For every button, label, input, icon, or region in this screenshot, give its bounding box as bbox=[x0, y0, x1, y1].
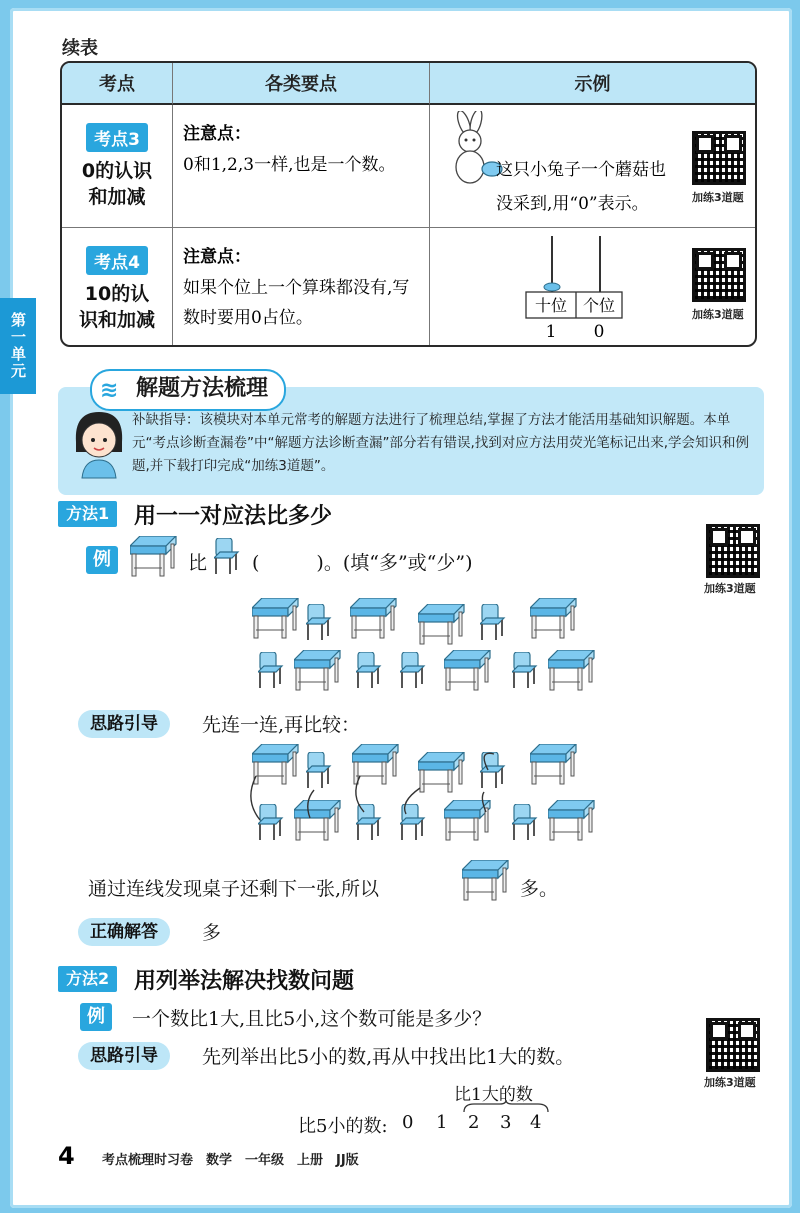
qr-code[interactable] bbox=[706, 524, 760, 578]
desk-icon bbox=[462, 860, 514, 904]
key-points-table bbox=[60, 61, 757, 347]
method-2-badge: 方法2 bbox=[58, 966, 117, 992]
note-body: 0和1,2,3一样,也是一个数。 bbox=[183, 155, 396, 175]
chair bbox=[306, 604, 336, 644]
kaodian-4-badge: 考点4 bbox=[86, 246, 148, 275]
note-title: 注意点： bbox=[183, 247, 251, 267]
continued-label: 续表 bbox=[62, 38, 98, 59]
kaodian-4-name-line1: 10的认 bbox=[84, 283, 150, 305]
header-kaodian: 考点 bbox=[62, 63, 172, 105]
abacus-digit-tens: 1 bbox=[545, 322, 557, 342]
conclusion-text: 通过连线发现桌子还剩下一张,所以 bbox=[88, 878, 380, 900]
page-number: 4 bbox=[58, 1142, 75, 1170]
chair-icon bbox=[214, 538, 244, 578]
footer-text: 考点梳理时习卷 数学 一年级 上册 JJ版 bbox=[102, 1153, 359, 1168]
chair bbox=[512, 652, 542, 692]
kaodian-4-example bbox=[429, 227, 755, 345]
kaodian-3-name-line2: 和加减 bbox=[88, 186, 146, 208]
desk bbox=[548, 650, 600, 694]
qr-code[interactable] bbox=[692, 248, 746, 302]
note-title: 注意点： bbox=[183, 124, 251, 144]
hint-label: 思路引导 bbox=[78, 1042, 170, 1070]
header-points: 各类要点 bbox=[172, 63, 429, 105]
kaodian-3-example bbox=[429, 105, 755, 227]
desk bbox=[350, 598, 402, 642]
number-3: 3 bbox=[500, 1112, 512, 1133]
kaodian-3-name-line1: 0的认识 bbox=[81, 160, 153, 182]
kaodian-4-name-line2: 识和加减 bbox=[78, 309, 155, 331]
qr-label: 加练3道题 bbox=[692, 191, 744, 204]
desk-icon bbox=[130, 536, 180, 578]
abacus-label-tens: 十位 bbox=[534, 296, 568, 315]
example-badge: 例 bbox=[86, 546, 118, 574]
qr-code[interactable] bbox=[706, 1018, 760, 1072]
abacus-label-ones: 个位 bbox=[582, 296, 616, 315]
desk bbox=[444, 650, 496, 694]
example-question: ( )。(填“多”或“少”) bbox=[252, 552, 473, 574]
method-1-title: 用一一对应法比多少 bbox=[134, 504, 333, 529]
example-badge: 例 bbox=[80, 1003, 112, 1031]
girl-avatar-icon bbox=[70, 408, 128, 480]
brace-label: 比1大的数 bbox=[454, 1085, 533, 1105]
qr-label: 加练3道题 bbox=[704, 1076, 756, 1089]
unit-side-tab: 第一单元 bbox=[0, 298, 36, 394]
desk bbox=[418, 604, 470, 648]
kaodian-3-badge: 考点3 bbox=[86, 123, 148, 152]
method-2-title: 用列举法解决找数问题 bbox=[134, 969, 355, 994]
example-compare-word: 比 bbox=[188, 552, 208, 574]
abacus-digit-ones: 0 bbox=[593, 322, 605, 342]
kaodian-3-notes bbox=[172, 105, 429, 227]
waves-icon: ≋ bbox=[100, 378, 119, 403]
guide-text: 补缺指导：该模块对本单元常考的解题方法进行了梳理总结,掌握了方法才能活用基础知识解题。本单元“考点诊断查漏卷”中“解题方法诊断查漏”部分若有错误,找到对应方法用荧光笔标记出来,学会知识和例题,并下载打印完成“加练3道题”。 bbox=[132, 412, 750, 474]
answer-label: 正确解答 bbox=[78, 918, 170, 946]
matching-lines bbox=[240, 740, 570, 850]
chair bbox=[356, 652, 386, 692]
method-1-badge: 方法1 bbox=[58, 501, 117, 527]
kaodian-4-cell bbox=[62, 227, 172, 345]
chair bbox=[400, 652, 430, 692]
qr-label: 加练3道题 bbox=[692, 308, 744, 321]
kaodian-3-cell bbox=[62, 105, 172, 227]
section-title: 解题方法梳理 bbox=[90, 369, 286, 411]
abacus-illustration bbox=[522, 232, 662, 342]
qr-label: 加练3道题 bbox=[704, 582, 756, 595]
hint-text: 先列举出比5小的数,再从中找出比1大的数。 bbox=[202, 1046, 575, 1068]
hint-label: 思路引导 bbox=[78, 710, 170, 738]
chair bbox=[258, 652, 288, 692]
answer-text: 多 bbox=[202, 922, 222, 944]
chair bbox=[480, 604, 510, 644]
hint-text: 先连一连,再比较： bbox=[202, 714, 361, 736]
list-label: 比5小的数: bbox=[298, 1116, 388, 1137]
desk bbox=[252, 598, 304, 642]
number-1: 1 bbox=[436, 1112, 448, 1133]
qr-code[interactable] bbox=[692, 131, 746, 185]
number-4: 4 bbox=[530, 1112, 542, 1133]
desk bbox=[530, 598, 582, 642]
example-text-rabbit: 这只小兔子一个蘑菇也没采到,用“0”表示。 bbox=[496, 160, 666, 214]
header-example: 示例 bbox=[429, 63, 755, 105]
kaodian-4-notes bbox=[172, 227, 429, 345]
conclusion-end: 多。 bbox=[520, 878, 559, 900]
number-2: 2 bbox=[468, 1112, 480, 1133]
number-0: 0 bbox=[402, 1112, 414, 1133]
desk bbox=[294, 650, 346, 694]
note-body: 如果个位上一个算珠都没有,写数时要用0占位。 bbox=[183, 278, 410, 328]
example-question: 一个数比1大,且比5小,这个数可能是多少？ bbox=[132, 1008, 492, 1030]
